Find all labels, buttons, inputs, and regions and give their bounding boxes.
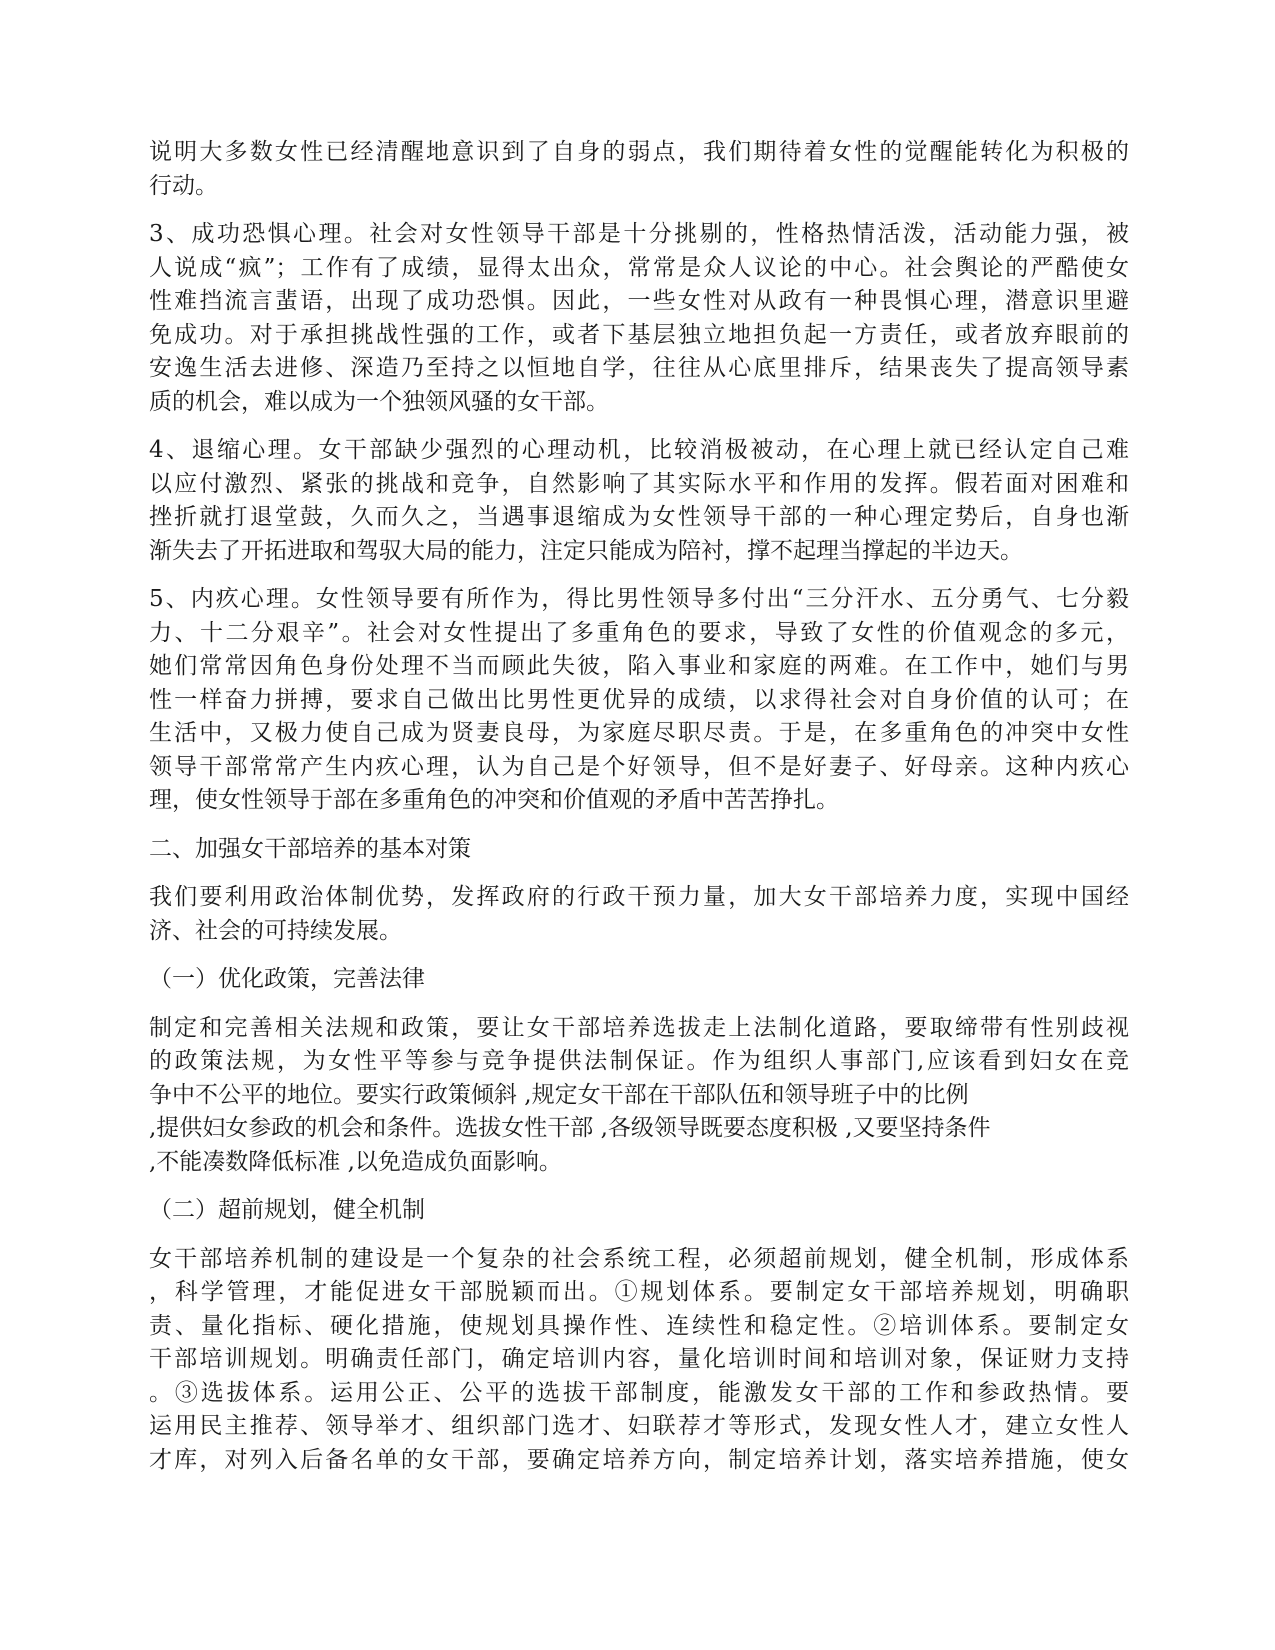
text-line: 运用民主推荐、领导举才、组织部门选才、妇联荐才等形式，发现女性人才，建立女性人 (149, 1413, 1129, 1439)
text-line: ，科学管理，才能促进女干部脱颖而出。①规划体系。要制定女干部培养规划，明确职 (149, 1279, 1129, 1305)
text-line: 女干部培养机制的建设是一个复杂的社会系统工程，必须超前规划，健全机制，形成体系 (149, 1245, 1129, 1272)
subsection-heading (149, 963, 1129, 997)
text-line: 说明大多数女性已经清醒地意识到了自身的弱点，我们期待着女性的觉醒能转化为积极的 (149, 139, 1129, 165)
text-line: 以应付激烈、紧张的挑战和竞争，自然影响了其实际水平和作用的发挥。假若面对困难和 (149, 470, 1129, 497)
text-line: 4、退缩心理。女干部缺少强烈的心理动机，比较消极被动，在心理上就已经认定自己难 (149, 437, 1129, 463)
paragraph-women-awareness (149, 136, 1129, 203)
text-line: 性难挡流言蜚语，出现了成功恐惧。因此，一些女性对从政有一种畏惧心理，潜意识里避 (149, 288, 1129, 314)
text-line: 行动。 (149, 172, 218, 199)
text-line: 质的机会，难以成为一个独领风骚的女干部。 (149, 388, 609, 415)
text-line: 我们要利用政治体制优势，发挥政府的行政干预力量，加大女干部培养力度，实现中国经 (149, 884, 1129, 910)
paragraph-withdrawal (149, 434, 1129, 568)
heading-text: 二、加强女干部培养的基本对策 (149, 835, 471, 862)
paragraph-intro-countermeasures (149, 881, 1129, 948)
text-line: 5、内疚心理。女性领导要有所作为，得比男性领导多付出“三分汗水、五分勇气、七分毅 (149, 586, 1129, 612)
text-line: 争中不公平的地位。要实行政策倾斜 ,规定女干部在干部队伍和领导班子中的比例 (149, 1081, 969, 1108)
heading-text: （一）优化政策，完善法律 (149, 966, 425, 992)
text-line: ,不能凑数降低标准 ,以免造成负面影响。 (149, 1148, 562, 1175)
text-line: 责、量化指标、硬化措施，使规划具操作性、连续性和稳定性。②培训体系。要制定女 (149, 1312, 1129, 1339)
text-line: 。③选拔体系。运用公正、公平的选拔干部制度，能激发女干部的工作和参政热情。要 (149, 1379, 1129, 1406)
document-page (149, 136, 1129, 1492)
paragraph-fear-of-success (149, 218, 1129, 419)
section-heading (149, 833, 1129, 867)
text-line: 理，使女性领导于部在多重角色的冲突和价值观的矛盾中苦苦挣扎。 (149, 787, 839, 813)
text-line: 安逸生活去进修、深造乃至持之以恒地自学，往往从心底里排斥，结果丧失了提高领导素 (149, 355, 1129, 381)
text-line: 干部培训规划。明确责任部门，确定培训内容，量化培训时间和培训对象，保证财力支持 (149, 1346, 1129, 1372)
text-line: 生活中，又极力使自己成为贤妻良母，为家庭尽职尽责。于是，在多重角色的冲突中女性 (149, 720, 1129, 746)
heading-text: （二）超前规划，健全机制 (149, 1197, 425, 1223)
text-line: 的政策法规，为女性平等参与竞争提供法制保证。作为组织人事部门,应该看到妇女在竞 (149, 1048, 1129, 1074)
text-line: ,提供妇女参政的机会和条件。选拔女性干部 ,各级领导既要态度积极 ,又要坚持条件 (149, 1115, 991, 1141)
text-line: 挫折就打退堂鼓，久而久之，当遇事退缩成为女性领导干部的一种心理定势后，自身也渐 (149, 504, 1129, 530)
text-line: 渐失去了开拓进取和驾驭大局的能力，注定只能成为陪衬，撑不起理当撑起的半边天。 (149, 537, 1023, 564)
text-line: 她们常常因角色身份处理不当而顾此失彼，陷入事业和家庭的两难。在工作中，她们与男 (149, 653, 1129, 679)
paragraph-guilt (149, 583, 1129, 818)
text-line: 领导干部常常产生内疚心理，认为自己是个好领导，但不是好妻子、好母亲。这种内疚心 (149, 753, 1129, 780)
text-line: 力、十二分艰辛”。社会对女性提出了多重角色的要求，导致了女性的价值观念的多元， (149, 619, 1129, 646)
text-line: 才库，对列入后备名单的女干部，要确定培养方向，制定培养计划，落实培养措施，使女 (149, 1446, 1129, 1473)
paragraph-policy-law (149, 1012, 1129, 1180)
text-line: 制定和完善相关法规和政策，要让女干部培养选拔走上法制化道路，要取缔带有性别歧视 (149, 1014, 1129, 1041)
subsection-heading (149, 1194, 1129, 1228)
text-line: 性一样奋力拼搏，要求自己做出比男性更优异的成绩，以求得社会对自身价值的认可；在 (149, 686, 1129, 713)
paragraph-planning-mechanism (149, 1243, 1129, 1478)
text-line: 人说成“疯”；工作有了成绩，显得太出众，常常是众人议论的中心。社会舆论的严酷使女 (149, 254, 1129, 281)
text-line: 3、成功恐惧心理。社会对女性领导干部是十分挑剔的，性格热情活泼，活动能力强，被 (149, 221, 1129, 247)
text-line: 济、社会的可持续发展。 (149, 917, 402, 944)
text-line: 免成功。对于承担挑战性强的工作，或者下基层独立地担负起一方责任，或者放弃眼前的 (149, 321, 1129, 348)
